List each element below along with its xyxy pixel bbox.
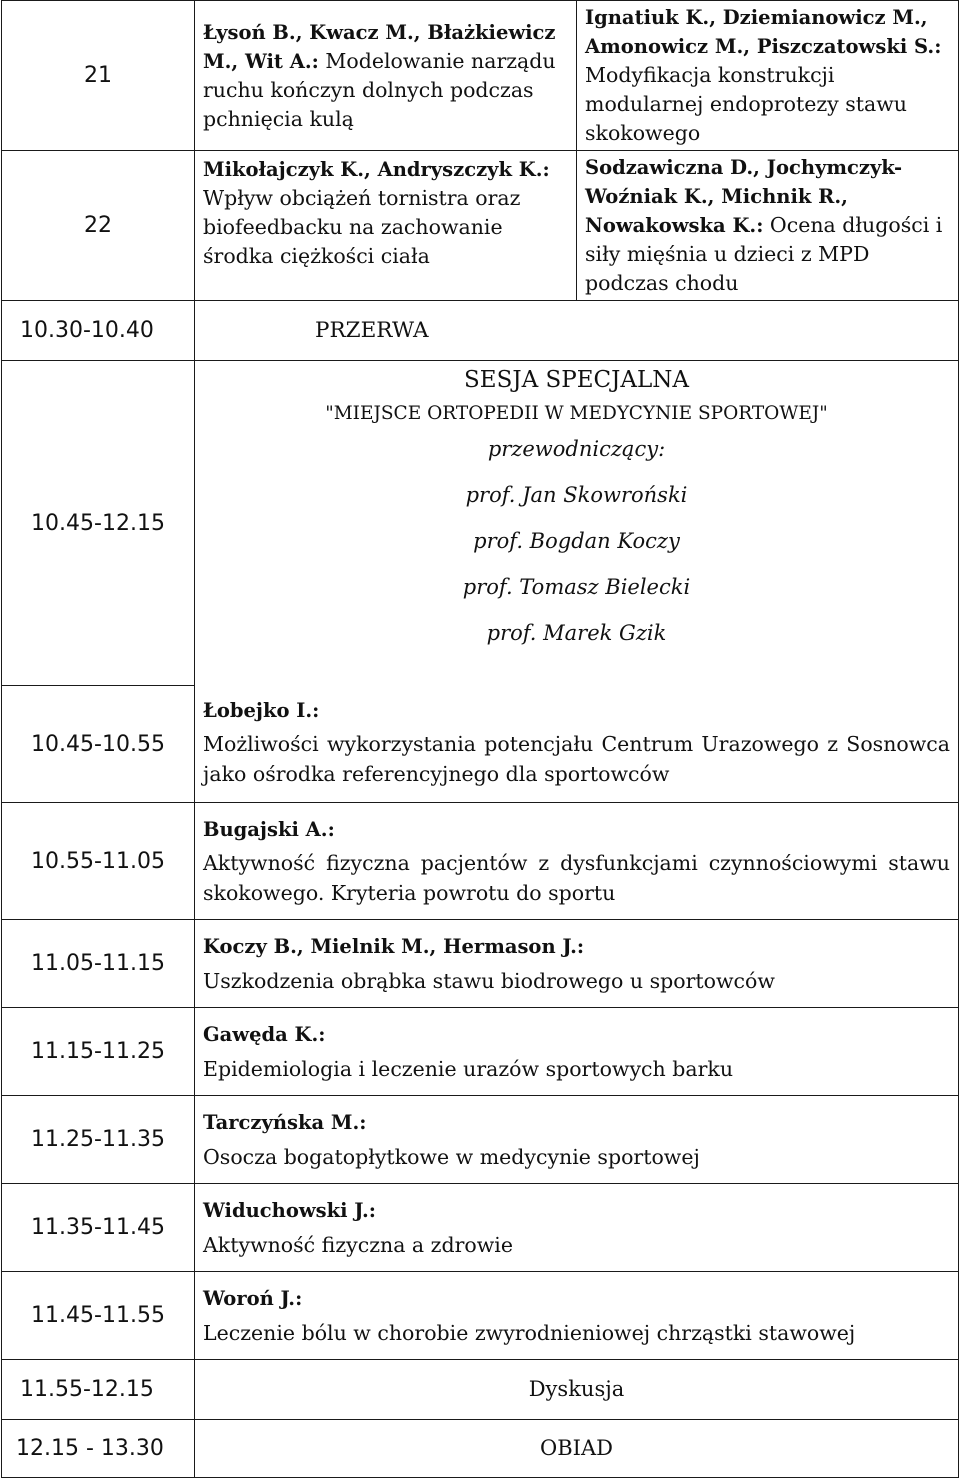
talk-row: [2, 1008, 959, 1096]
talk-time: 11.45-11.55: [2, 1272, 195, 1360]
paper-cell: [195, 1, 577, 151]
talk-cell: [195, 686, 959, 803]
break-time: 10.30-10.40: [2, 301, 195, 361]
program-row: [2, 151, 959, 301]
talk-row: [2, 803, 959, 920]
session-subtitle: "MIEJSCE ORTOPEDII W MEDYCYNIE SPORTOWEJ": [325, 403, 828, 424]
discussion-row: [2, 1360, 959, 1420]
talk-title: Możliwości wykorzystania potencjału Centrum Urazowego z Sosnowca jako ośrodka referencyjnego dla sportowców: [203, 732, 950, 787]
talk-row: [2, 686, 959, 803]
talk-authors: Tarczyńska M.:: [203, 1110, 367, 1134]
talk-time: 11.35-11.45: [2, 1184, 195, 1272]
break-row: [2, 301, 959, 361]
lunch-label: OBIAD: [195, 1420, 959, 1478]
talk-cell: [195, 1184, 959, 1272]
discussion-label: Dyskusja: [195, 1360, 959, 1420]
paper-cell: [577, 151, 959, 301]
chair-name: prof. Jan Skowroński: [465, 483, 688, 507]
paper-title: Ocena długości i siły mięśnia u dzieci z MPD podczas chodu: [585, 213, 943, 295]
row-number: 22: [2, 151, 195, 301]
talk-time: 11.25-11.35: [2, 1096, 195, 1184]
talk-title: Leczenie bólu w chorobie zwyrodnieniowej chrząstki stawowej: [203, 1320, 856, 1345]
paper-authors: Sodzawiczna D., Jochymczyk-Woźniak K., Michnik R., Nowakowska K.:: [585, 156, 903, 237]
talk-authors: Woroń J.:: [203, 1286, 303, 1310]
talk-title: Aktywność fizyczna a zdrowie: [203, 1232, 513, 1257]
chair-name: prof. Marek Gzik: [486, 621, 667, 645]
talk-title: Aktywność fizyczna pacjentów z dysfunkcjami czynnościowymi stawu skokowego. Kryteria powrotu do sportu: [203, 850, 950, 905]
program-table: [1, 0, 959, 1478]
paper-title: Modyfikacja konstrukcji modularnej endoprotezy stawu skokowego: [585, 63, 907, 145]
discussion-time: 11.55-12.15: [2, 1360, 195, 1420]
talk-authors: Łobejko I.:: [203, 699, 320, 723]
talk-authors: Koczy B., Mielnik M., Hermason J.:: [203, 934, 585, 958]
talk-title: Uszkodzenia obrąbka stawu biodrowego u sportowców: [203, 968, 775, 993]
paper-authors: Łysoń B., Kwacz M., Błażkiewicz M., Wit A.:: [203, 20, 556, 73]
paper-title: Modelowanie narządu ruchu kończyn dolnych podczas pchnięcia kulą: [203, 48, 556, 131]
talk-cell: [195, 1272, 959, 1360]
chair-label: przewodniczący:: [487, 437, 666, 461]
lunch-row: [2, 1420, 959, 1478]
session-header: [195, 361, 959, 686]
talk-row: [2, 1096, 959, 1184]
paper-cell: [577, 1, 959, 151]
talk-row: [2, 1272, 959, 1360]
paper-authors: Mikołajczyk K., Andryszczyk K.:: [203, 158, 550, 181]
row-number: 21: [2, 1, 195, 151]
talk-time: 10.45-10.55: [2, 686, 195, 803]
talk-title: Osocza bogatopłytkowe w medycynie sportowej: [203, 1144, 700, 1169]
session-time: 10.45-12.15: [2, 361, 195, 686]
talk-cell: [195, 1008, 959, 1096]
session-row: [2, 361, 959, 686]
talk-row: [2, 1184, 959, 1272]
talk-time: 11.15-11.25: [2, 1008, 195, 1096]
talk-cell: [195, 1096, 959, 1184]
talk-authors: Bugajski A.:: [203, 817, 335, 841]
session-title: SESJA SPECJALNA: [464, 367, 689, 393]
talk-authors: Widuchowski J.:: [203, 1198, 377, 1222]
talk-title: Epidemiologia i leczenie urazów sportowych barku: [203, 1056, 734, 1081]
talk-cell: [195, 920, 959, 1008]
paper-cell: [195, 151, 577, 301]
paper-authors: Ignatiuk K., Dziemianowicz M., Amonowicz M., Piszczatowski S.:: [585, 6, 942, 58]
paper-title: Wpływ obciążeń tornistra oraz biofeedbacku na zachowanie środka ciężkości ciała: [203, 186, 521, 268]
talk-cell: [195, 803, 959, 920]
lunch-time: 12.15 - 13.30: [2, 1420, 195, 1478]
talk-row: [2, 920, 959, 1008]
talk-time: 11.05-11.15: [2, 920, 195, 1008]
break-label: PRZERWA: [195, 301, 959, 361]
chair-name: prof. Tomasz Bielecki: [462, 575, 691, 599]
talk-time: 10.55-11.05: [2, 803, 195, 920]
talk-authors: Gawęda K.:: [203, 1022, 326, 1046]
program-row: [2, 1, 959, 151]
chair-name: prof. Bogdan Koczy: [473, 529, 680, 553]
